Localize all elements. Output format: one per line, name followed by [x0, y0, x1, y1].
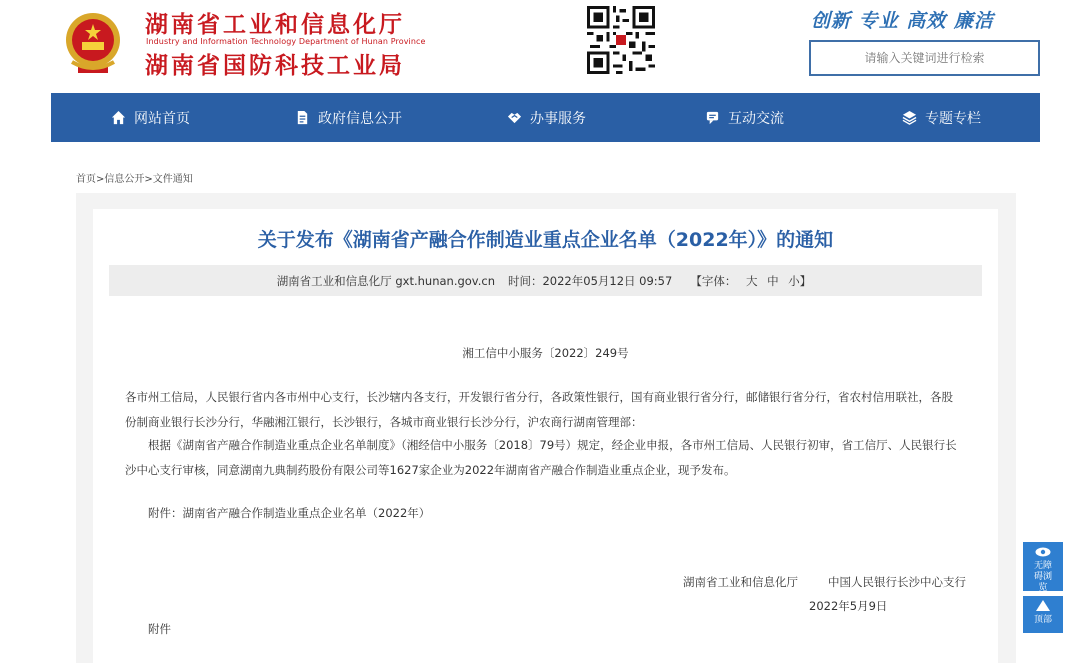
nav-item-gov-info[interactable] — [295, 93, 402, 142]
breadcrumb[interactable]: 首页>信息公开>文件通知 — [76, 174, 193, 185]
org-name-primary: 湖南省工业和信息化厅 — [145, 12, 405, 38]
arrow-up-icon — [1036, 600, 1050, 611]
article-source: 湖南省工业和信息化厅 gxt.hunan.gov.cn — [276, 273, 495, 288]
main-nav — [51, 93, 1040, 142]
paragraph-line: 沙中心支行审核，同意湖南九典制药股份有限公司等1627家企业为2022年湖南省产融合作制造业重点企业，现予发布。 — [125, 463, 736, 477]
nav-item-home[interactable] — [111, 93, 190, 142]
attachment-note: 附件：湖南省产融合作制造业重点企业名单（2022年） — [148, 506, 431, 520]
accessibility-label: 无障碍浏览 — [1033, 561, 1052, 593]
accessibility-button[interactable] — [1023, 542, 1063, 591]
article-title: 关于发布《湖南省产融合作制造业重点企业名单（2022年）》的通知 — [257, 229, 834, 251]
eye-icon — [1035, 547, 1051, 557]
qr-code-icon — [587, 6, 655, 74]
sign-date: 2022年5月9日 — [809, 599, 888, 613]
nav-item-services[interactable] — [507, 93, 586, 142]
nav-item-label: 互动交流 — [728, 110, 784, 127]
paragraph-line: 根据《湖南省产融合作制造业重点企业名单制度》（湘经信中小服务〔2018〕79号）规定，经企业申报，各市州工信局、人民银行初审，省工信厅、人民银行长 — [148, 438, 957, 452]
nav-item-label: 办事服务 — [530, 110, 586, 127]
article-paragraph — [125, 433, 970, 483]
layers-icon — [902, 110, 917, 125]
back-to-top-button[interactable] — [1023, 596, 1063, 633]
article-meta — [109, 265, 982, 296]
article-paragraph — [125, 385, 970, 435]
signer-primary: 湖南省工业和信息化厅 — [683, 575, 798, 589]
font-size-label: 【字体： — [690, 273, 737, 288]
attachment-label: 附件 — [148, 622, 171, 636]
document-number: 湘工信中小服务〔2022〕249号 — [462, 346, 629, 360]
paragraph-line: 份制商业银行长沙分行，华融湘江银行，长沙银行，各城市商业银行长沙分行，沪农商行湖南管理部： — [125, 415, 643, 429]
font-size-medium-button[interactable]: 中 — [767, 273, 779, 288]
nav-item-topics[interactable] — [902, 93, 981, 142]
slogan: 创新 专业 高效 廉洁 — [811, 10, 994, 32]
nav-item-label: 网站首页 — [134, 110, 190, 127]
article-time: 时间：2022年05月12日 09:57 — [507, 273, 673, 288]
document-icon — [295, 110, 310, 125]
org-name-english: Industry and Information Technology Department of Hunan Province — [146, 37, 426, 46]
signer-secondary: 中国人民银行长沙中心支行 — [828, 575, 966, 589]
search-input[interactable] — [809, 40, 1040, 76]
nav-item-label: 专题专栏 — [925, 110, 981, 127]
font-size-switcher — [687, 273, 814, 289]
org-name-secondary: 湖南省国防科技工业局 — [145, 53, 405, 79]
site-header — [0, 0, 1080, 93]
nav-item-label: 政府信息公开 — [318, 110, 402, 127]
handshake-icon — [507, 110, 522, 125]
font-size-small-button[interactable]: 小】 — [788, 273, 812, 288]
nav-item-interaction[interactable] — [705, 93, 784, 142]
national-emblem-icon — [62, 10, 124, 78]
chat-icon — [705, 110, 720, 125]
back-to-top-label: 顶部 — [1033, 615, 1052, 625]
paragraph-line: 各市州工信局，人民银行省内各市州中心支行，长沙辖内各支行，开发银行省分行，各政策性银行，国有商业银行省分行，邮储银行省分行，省农村信用联社，各股 — [125, 390, 953, 404]
font-size-large-button[interactable]: 大 — [745, 273, 758, 288]
home-icon — [111, 110, 126, 125]
